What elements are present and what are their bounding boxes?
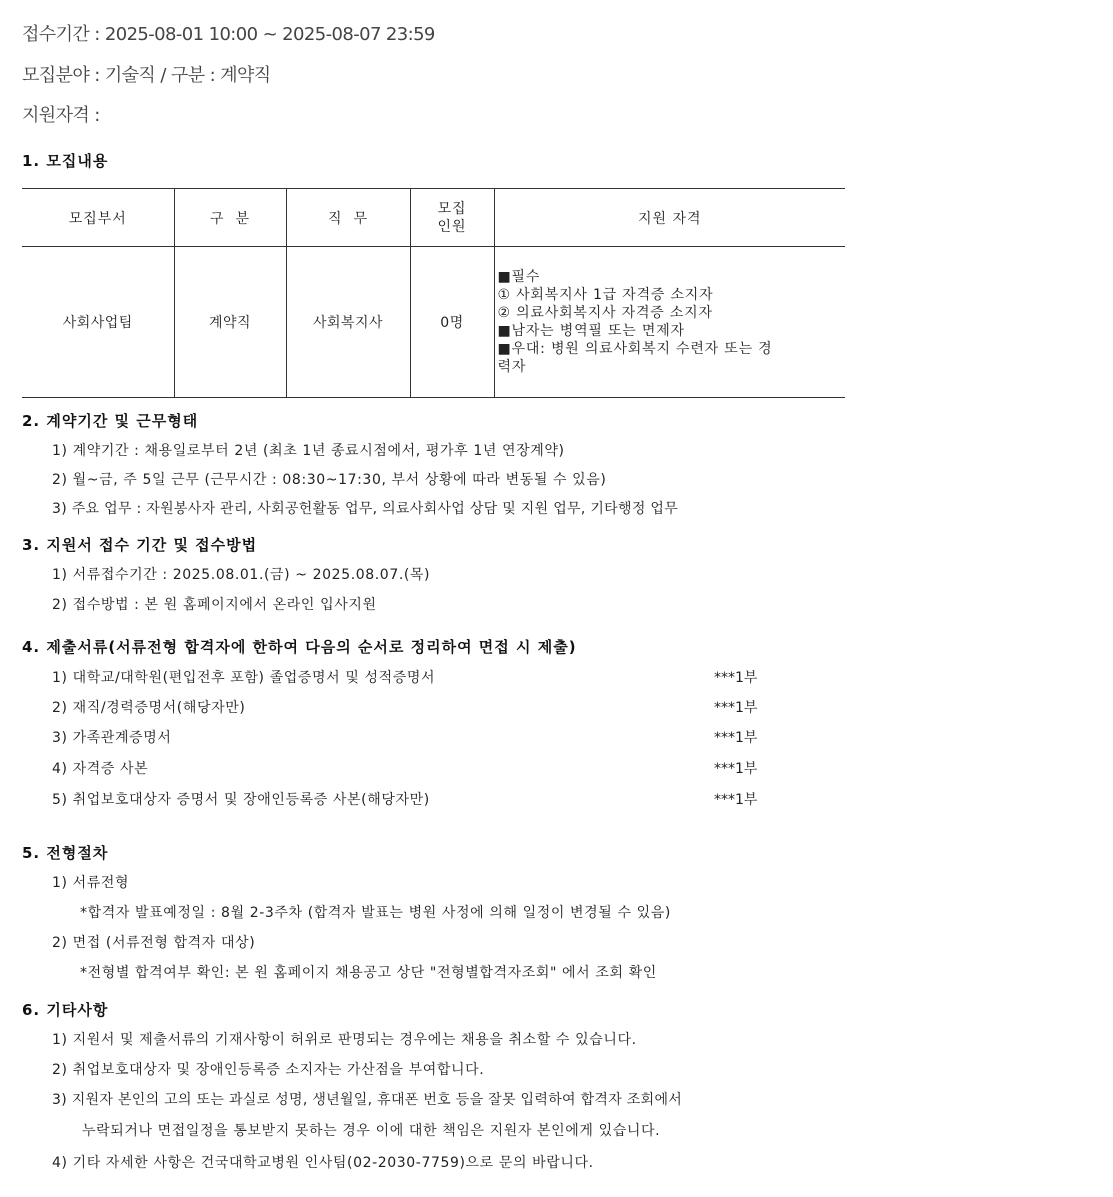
table-header-row bbox=[22, 189, 845, 247]
header-count-line2: 인원 bbox=[437, 218, 467, 235]
list-item: 3) 주요 업무 : 자원봉사자 관리, 사회공헌활동 업무, 의료사회사업 상담 및 지원 업무, 기타행정 업무 bbox=[52, 501, 679, 517]
list-item: 2) 월~금, 주 5일 근무 (근무시간 : 08:30~17:30, 부서 상황에 따라 변동될 수 있음) bbox=[52, 472, 607, 488]
qual-line: 력자 bbox=[497, 359, 527, 375]
recruit-field: 모집분야 : 기술직 / 구분 : 계약직 bbox=[22, 65, 271, 86]
header-count-line1: 모집 bbox=[437, 200, 467, 217]
list-item: 2) 면접 (서류전형 합격자 대상) bbox=[52, 935, 256, 951]
header-type: 구 분 bbox=[174, 189, 286, 247]
header-dept: 모집부서 bbox=[22, 189, 174, 247]
header-count bbox=[410, 189, 494, 247]
list-item: 4) 기타 자세한 사항은 건국대학교병원 인사팀(02-2030-7759)으로 문의 바랍니다. bbox=[52, 1155, 594, 1171]
qual-line: ■필수 bbox=[497, 269, 541, 285]
list-item: 2) 재직/경력증명서(해당자만) bbox=[52, 700, 246, 716]
section-1-title: 1. 모집내용 bbox=[22, 152, 109, 170]
list-item: 2) 취업보호대상자 및 장애인등록증 소지자는 가산점을 부여합니다. bbox=[52, 1062, 485, 1078]
qual-line: ■우대: 병원 의료사회복지 수련자 또는 경 bbox=[497, 341, 773, 357]
list-item: 3) 가족관계증명서 bbox=[52, 730, 172, 746]
list-item: 3) 지원자 본인의 고의 또는 과실로 성명, 생년월일, 휴대폰 번호 등을 잘못 입력하여 합격자 조회에서 bbox=[52, 1092, 683, 1108]
section-3-title: 3. 지원서 접수 기간 및 접수방법 bbox=[22, 536, 258, 554]
header-job: 직 무 bbox=[286, 189, 410, 247]
section-6-title: 6. 기타사항 bbox=[22, 1001, 109, 1019]
cell-dept: 사회사업팀 bbox=[22, 247, 174, 398]
cell-count: 0명 bbox=[410, 247, 494, 398]
qual-line: ① 사회복지사 1급 자격증 소지자 bbox=[497, 287, 714, 303]
list-item: *전형별 합격여부 확인: 본 원 홈페이지 채용공고 상단 "전형별합격자조회" 에서 조회 확인 bbox=[80, 965, 657, 981]
list-item: 1) 서류접수기간 : 2025.08.01.(금) ~ 2025.08.07.(목) bbox=[52, 567, 431, 583]
document-qty: ***1부 bbox=[714, 792, 758, 808]
document-qty: ***1부 bbox=[714, 761, 758, 777]
list-item: 누락되거나 면접일정을 통보받지 못하는 경우 이에 대한 책임은 지원자 본인에게 있습니다. bbox=[82, 1123, 661, 1139]
cell-qualification bbox=[494, 247, 845, 398]
section-2-title: 2. 계약기간 및 근무형태 bbox=[22, 412, 199, 430]
document-qty: ***1부 bbox=[714, 730, 758, 746]
list-item: *합격자 발표예정일 : 8월 2-3주차 (합격자 발표는 병원 사정에 의해 일정이 변경될 수 있음) bbox=[80, 905, 671, 921]
section-4-title: 4. 제출서류(서류전형 합격자에 한하여 다음의 순서로 정리하여 면접 시 제출) bbox=[22, 638, 577, 656]
table-row bbox=[22, 247, 845, 398]
header-qualification: 지원 자격 bbox=[494, 189, 845, 247]
qual-line: ■남자는 병역필 또는 면제자 bbox=[497, 323, 685, 339]
recruit-table bbox=[22, 188, 845, 398]
section-5-title: 5. 전형절차 bbox=[22, 844, 109, 862]
cell-job: 사회복지사 bbox=[286, 247, 410, 398]
document-qty: ***1부 bbox=[714, 670, 758, 686]
list-item: 4) 자격증 사본 bbox=[52, 761, 149, 777]
application-period: 접수기간 : 2025-08-01 10:00 ~ 2025-08-07 23:59 bbox=[22, 24, 435, 45]
qualification-label: 지원자격 : bbox=[22, 105, 100, 126]
list-item: 1) 지원서 및 제출서류의 기재사항이 허위로 판명되는 경우에는 채용을 취소할 수 있습니다. bbox=[52, 1032, 637, 1048]
list-item: 2) 접수방법 : 본 원 홈페이지에서 온라인 입사지원 bbox=[52, 597, 377, 613]
list-item: 5) 취업보호대상자 증명서 및 장애인등록증 사본(해당자만) bbox=[52, 792, 430, 808]
list-item: 1) 서류전형 bbox=[52, 875, 130, 891]
cell-type: 계약직 bbox=[174, 247, 286, 398]
qual-line: ② 의료사회복지사 자격증 소지자 bbox=[497, 305, 713, 321]
list-item: 1) 계약기간 : 채용일로부터 2년 (최초 1년 종료시점에서, 평가후 1년 연장계약) bbox=[52, 443, 565, 459]
document-qty: ***1부 bbox=[714, 700, 758, 716]
list-item: 1) 대학교/대학원(편입전후 포함) 졸업증명서 및 성적증명서 bbox=[52, 670, 436, 686]
